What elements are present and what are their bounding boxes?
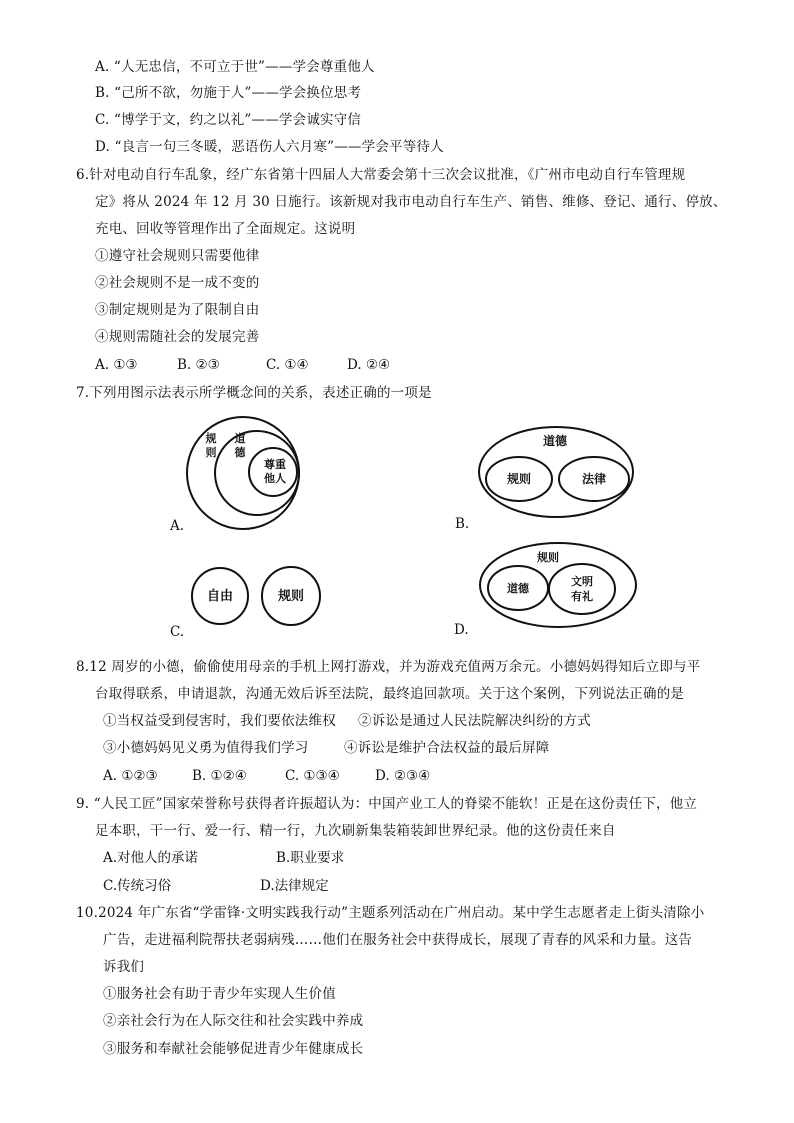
q9-option-b: B.职业要求 (276, 850, 345, 866)
q8-stem-line2: 台取得联系，申请退款，沟通无效后诉至法院，最终追回款项。关于这个案例，下列说法正确的是 (95, 686, 685, 702)
diagram-d-right-ellipse (549, 564, 615, 614)
q8-option-d: D. ②③④ (375, 768, 431, 784)
q8-statement-4: ④诉讼是维护合法权益的最后屏障 (344, 740, 550, 756)
diagram-a-middle-label-2: 德 (234, 446, 246, 459)
diagram-a-nested-circles (185, 416, 310, 531)
diagram-b-left-label: 规则 (506, 472, 532, 486)
diagram-c-right-label: 规则 (277, 589, 305, 604)
q9-stem-line2: 足本职，干一行、爱一行、精一行，九次刷新集装箱装卸世界纪录。他的这份责任来自 (95, 823, 616, 839)
diagram-d-right-label-2: 有礼 (571, 590, 593, 603)
q7-stem: 7.下列用图示法表示所学概念间的关系，表述正确的一项是 (76, 385, 432, 401)
q10-stem-line1: 10.2024 年广东省“学雷锋·文明实践我行动”主题系列活动在广州启动。某中学生志愿者走上街头清除小 (76, 905, 705, 921)
q5-option-b: B. “己所不欲，勿施于人”——学会换位思考 (95, 85, 362, 101)
q9-stem-line1: 9. “人民工匠”国家荣誉称号获得者许振超认为：中国产业工人的脊梁不能软！正是在这份责任下，他立 (76, 796, 698, 812)
diagram-b-right-label: 法律 (581, 472, 607, 486)
q10-stem-line3: 诉我们 (103, 959, 145, 975)
diagram-a-middle-circle (215, 431, 299, 515)
q10-statement-1: ①服务社会有助于青少年实现人生价值 (103, 986, 336, 1002)
q6-option-d: D. ②④ (347, 357, 391, 373)
q10-statement-3: ③服务和奉献社会能够促进青少年健康成长 (103, 1041, 364, 1057)
diagram-d-left-label: 道德 (507, 582, 529, 595)
q6-stem-line2: 定》将从 2024 年 12 月 30 日施行。该新规对我市电动自行车生产、销售、维修、登记、通行、停放、 (95, 194, 727, 210)
q6-stem-line3: 充电、回收等管理作出了全面规定。这说明 (95, 221, 356, 237)
diagram-d-outer-label: 规则 (537, 551, 559, 564)
diagram-d-ellipses (478, 541, 638, 629)
q9-option-a: A.对他人的承诺 (103, 850, 199, 866)
diagram-b-ellipses (477, 425, 635, 520)
diagram-b-label: B. (455, 516, 470, 532)
q6-statement-3: ③制定规则是为了限制自由 (95, 302, 260, 318)
diagram-c-circles (190, 566, 325, 628)
diagram-a-middle-label-1: 道 (234, 432, 246, 445)
q8-statement-2: ②诉讼是通过人民法院解决纠纷的方式 (358, 713, 591, 729)
diagram-c-label: C. (170, 624, 185, 640)
q6-statement-1: ①遵守社会规则只需要他律 (95, 248, 260, 264)
diagram-a-outer-label-1: 规 (205, 432, 217, 445)
q6-statement-4: ④规则需随社会的发展完善 (95, 329, 260, 345)
q5-option-d: D. “良言一句三冬暖，恶语伤人六月寒”——学会平等待人 (95, 139, 444, 155)
q8-option-a: A. ①②③ (103, 768, 158, 784)
q9-option-c: C.传统习俗 (103, 878, 172, 894)
diagram-a-inner-label-2: 他人 (264, 472, 286, 485)
diagram-c-left-label: 自由 (206, 589, 234, 604)
q5-option-c: C. “博学于文，约之以礼”——学会诚实守信 (95, 112, 362, 128)
diagram-a-label: A. (170, 518, 185, 534)
diagram-a-inner-label-1: 尊重 (264, 458, 286, 471)
q9-option-d: D.法律规定 (260, 878, 329, 894)
q8-statement-3: ③小德妈妈见义勇为值得我们学习 (103, 740, 309, 756)
q10-statement-2: ②亲社会行为在人际交往和社会实践中养成 (103, 1013, 364, 1029)
q8-stem-line1: 8.12 周岁的小德，偷偷使用母亲的手机上网打游戏，并为游戏充值两万余元。小德妈妈得知后立即与平 (76, 659, 701, 675)
q6-option-c: C. ①④ (266, 357, 309, 373)
q6-option-a: A. ①③ (95, 357, 138, 373)
q6-statement-2: ②社会规则不是一成不变的 (95, 275, 260, 291)
diagram-a-outer-label-2: 则 (205, 446, 217, 459)
q8-statement-1: ①当权益受到侵害时，我们要依法维权 (103, 713, 336, 729)
q5-option-a: A. “人无忠信，不可立于世”——学会尊重他人 (95, 59, 375, 75)
q8-option-c: C. ①③④ (285, 768, 340, 784)
diagram-d-label: D. (454, 622, 469, 638)
q10-stem-line2: 广告，走进福利院帮扶老弱病残……他们在服务社会中获得成长，展现了青春的风采和力量。这告 (103, 932, 693, 948)
q8-option-b: B. ①②④ (192, 768, 247, 784)
q6-stem-line1: 6.针对电动自行车乱象，经广东省第十四届人大常委会第十三次会议批准，《广州市电动自行车管理规 (76, 167, 686, 183)
diagram-d-right-label-1: 文明 (571, 575, 593, 588)
q6-option-b: B. ②③ (177, 357, 220, 373)
diagram-b-outer-label: 道德 (542, 434, 568, 448)
